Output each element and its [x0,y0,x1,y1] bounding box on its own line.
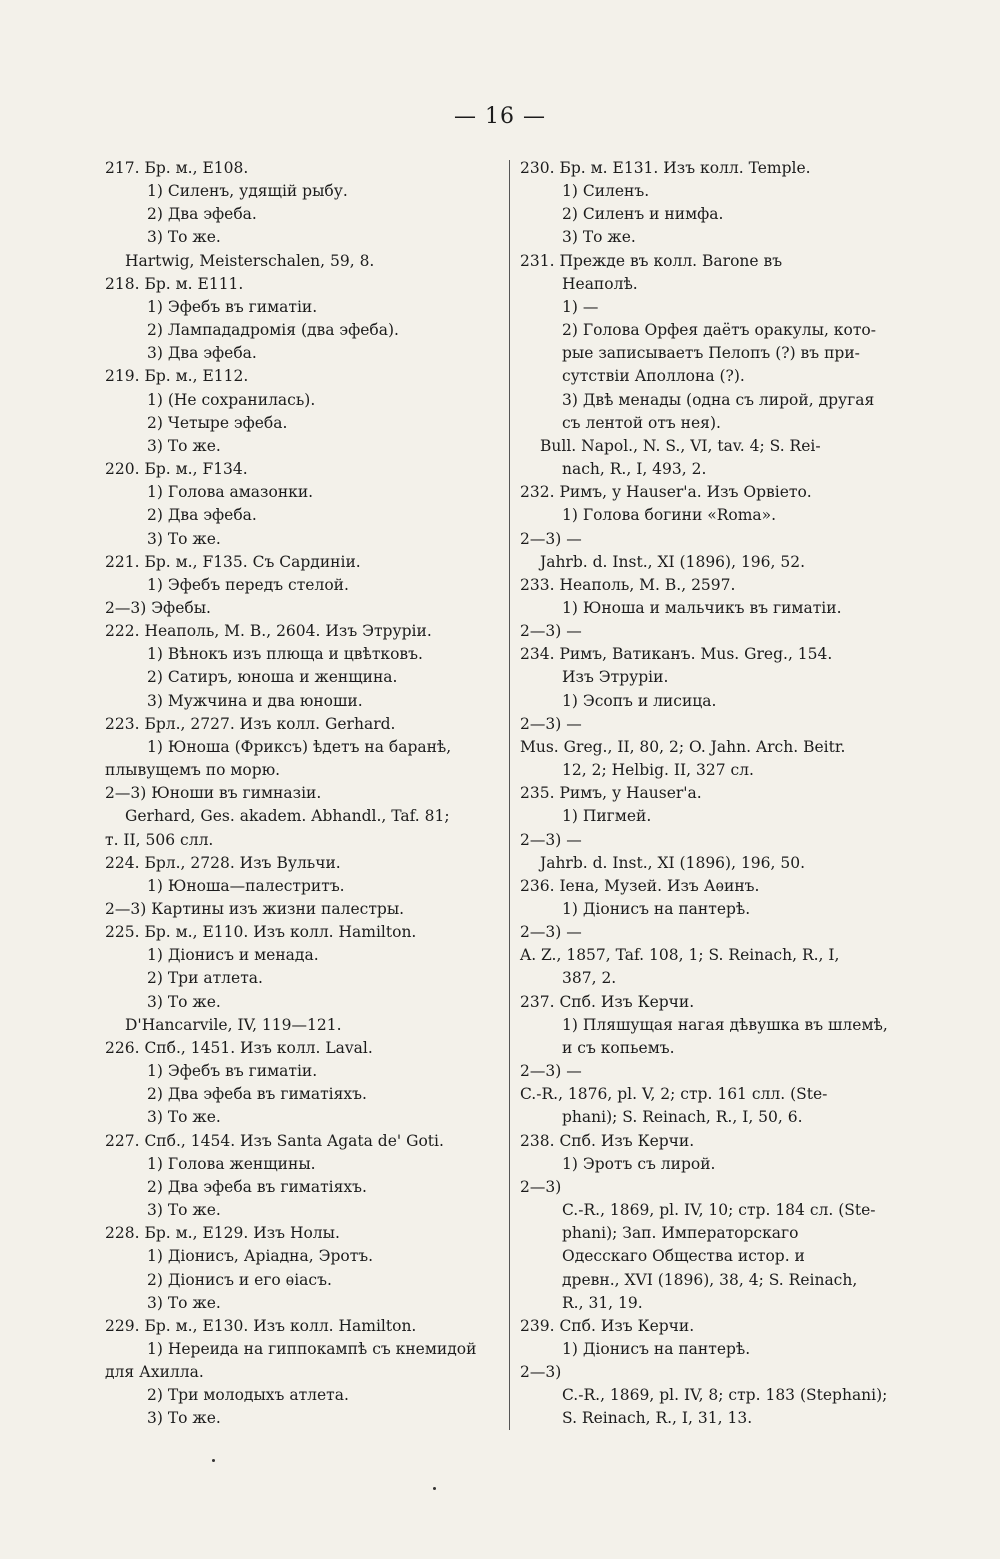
entry-line: C.-R., 1869, pl. IV, 8; стр. 183 (Stephani); [562,1386,888,1405]
entry-line: 1) — [562,297,599,316]
entry-line: 12, 2; Helbig. II, 327 сл. [562,761,754,780]
catalog-entry-heading: 237. Спб. Изъ Керчи. [520,992,695,1011]
entry-line: 3) То же. [147,1293,221,1312]
left-column [105,157,498,1431]
entry-line: 2—3) Юноши въ гимназіи. [105,784,322,803]
entry-line: 3) То же. [147,992,221,1011]
entry-line: 2—3) Эфебы. [105,598,211,617]
entry-line: 1) Діонисъ и менада. [147,946,319,965]
entry-line: 1) Силенъ. [562,182,650,201]
bibliographic-reference: Hartwig, Meisterschalen, 59, 8. [125,251,375,270]
entry-line: и съ копьемъ. [562,1038,675,1057]
catalog-entry-heading: 236. Іена, Музей. Изъ Аѳинъ. [520,876,760,895]
entry-line: 3) То же. [147,228,221,247]
catalog-entry-heading: 224. Брл., 2728. Изъ Вульчи. [105,853,341,872]
page-number: — 16 — [454,104,546,129]
entry-line: 2—3) [520,1177,562,1196]
catalog-entry-heading: 238. Спб. Изъ Керчи. [520,1131,695,1150]
catalog-entry-heading: 229. Бр. м., E130. Изъ колл. Hamilton. [105,1316,417,1335]
entry-line: R., 31, 19. [562,1293,643,1312]
entry-line: 1) Вѣнокъ изъ плюща и цвѣтковъ. [147,645,423,664]
entry-line: A. Z., 1857, Taf. 108, 1; S. Reinach, R., I, [520,946,840,965]
entry-line: 1) Діонисъ на пантерѣ. [562,900,751,918]
entry-line: 2—3) — [520,830,582,849]
page-speck [212,1459,215,1462]
entry-line: т. II, 506 слл. [105,830,214,849]
entry-line: 3) Двѣ менады (одна съ лирой, другая [562,390,875,409]
catalog-entry-heading: 230. Бр. м. E131. Изъ колл. Temple. [520,159,811,177]
entry-line: 2) Голова Орфея даётъ оракулы, кото- [562,321,876,340]
entry-line: 3) То же. [562,228,636,247]
entry-line: 1) Пигмей. [562,807,652,826]
entry-line: 2) Два эфеба въ гиматіяхъ. [147,1085,367,1104]
entry-line: 2) Два эфеба въ гиматіяхъ. [147,1177,367,1196]
entry-line: 1) Нереида на гиппокампѣ съ кнемидой [147,1339,477,1358]
entry-line: 3) То же. [147,436,221,455]
entry-line: рые записываетъ Пелопъ (?) въ при- [562,344,860,363]
entry-line: 1) Голова женщины. [147,1154,316,1173]
entry-line: 2—3) — [520,923,582,942]
entry-line: 1) Голова богини «Roma». [562,506,777,525]
entry-line: 2—3) Картины изъ жизни палестры. [105,900,405,918]
entry-line: Одесскаго Общества истор. и [562,1247,805,1266]
entry-line: Mus. Greg., II, 80, 2; O. Jahn. Arch. Beitr. [520,737,846,756]
catalog-entry-heading: 218. Бр. м. E111. [105,274,244,293]
entry-line: 2) Два эфеба. [147,506,257,525]
entry-line: 2—3) — [520,1062,582,1081]
catalog-entry-heading: 234. Римъ, Ватиканъ. Mus. Greg., 154. [520,645,833,664]
entry-line: 2) Четыре эфеба. [147,413,288,432]
catalog-entry-heading: 228. Бр. м., E129. Изъ Нолы. [105,1224,340,1243]
catalog-entry-heading: 233. Неаполь, М. В., 2597. [520,575,736,594]
bibliographic-reference: Jahrb. d. Inst., XI (1896), 196, 50. [540,853,806,872]
catalog-entry-heading: 232. Римъ, у Hauser'а. Изъ Орвіето. [520,483,812,502]
entry-line: плывущемъ по морю. [105,761,281,780]
catalog-entry-heading: 239. Спб. Изъ Керчи. [520,1316,695,1335]
right-column [520,157,900,1431]
catalog-entry-heading: 223. Брл., 2727. Изъ колл. Gerhard. [105,714,396,733]
entry-line: 1) Эфебъ передъ стелой. [147,575,349,594]
entry-line: 2) Сатиръ, юноша и женщина. [147,668,398,687]
catalog-entry-heading: 231. Прежде въ колл. Barone въ [520,251,783,270]
catalog-entry-heading: 235. Римъ, у Hauser'а. [520,784,702,803]
entry-line: 1) Діонисъ, Аріадна, Эротъ. [147,1247,374,1266]
column-divider [509,160,510,1430]
entry-line: 1) Эсопъ и лисица. [562,691,717,710]
entry-line: 1) Эротъ съ лирой. [562,1154,716,1173]
entry-line: Изъ Этруріи. [562,668,669,687]
entry-line: 3) То же. [147,529,221,548]
entry-line: phani); S. Reinach, R., I, 50, 6. [562,1108,803,1127]
entry-line: 2—3) — [520,714,582,733]
entry-line: nach, R., I, 493, 2. [562,460,707,479]
entry-line: 2—3) [520,1363,562,1382]
entry-line: 1) Эфебъ въ гиматіи. [147,1062,318,1081]
entry-line: 3) То же. [147,1409,221,1428]
bibliographic-reference: Bull. Napol., N. S., VI, tav. 4; S. Rei- [540,436,821,455]
entry-line: 1) Юноша (Фриксъ) ѣдетъ на баранѣ, [147,737,452,756]
entry-line: 1) Юноша—палестритъ. [147,876,345,895]
entry-line: 2) Силенъ и нимфа. [562,205,724,224]
entry-line: C.-R., 1869, pl. IV, 10; стр. 184 сл. (Ste- [562,1201,876,1220]
entry-line: 2) Діонисъ и его ѳіасъ. [147,1270,332,1289]
catalog-entry-heading: 222. Неаполь, М. В., 2604. Изъ Этруріи. [105,622,432,641]
entry-line: для Ахилла. [105,1363,204,1382]
entry-line: phani); Зап. Императорскаго [562,1224,799,1243]
entry-line: C.-R., 1876, pl. V, 2; стр. 161 слл. (Ste- [520,1085,828,1104]
entry-line: 2) Три атлета. [147,969,263,988]
entry-line: 2) Три молодыхъ атлета. [147,1386,349,1405]
entry-line: 1) (Не сохранилась). [147,390,316,409]
bibliographic-reference: Jahrb. d. Inst., XI (1896), 196, 52. [540,552,806,571]
catalog-entry-heading: 227. Спб., 1454. Изъ Santa Agata de' Goti. [105,1131,444,1150]
entry-line: сутствіи Аполлона (?). [562,367,745,386]
catalog-entry-heading: 219. Бр. м., E112. [105,367,249,386]
catalog-entry-heading: 226. Спб., 1451. Изъ колл. Laval. [105,1038,373,1057]
entry-line: 2—3) — [520,529,582,548]
entry-line: 387, 2. [562,969,617,988]
entry-line: 2) Два эфеба. [147,205,257,224]
entry-line: 3) Два эфеба. [147,344,257,363]
bibliographic-reference: Gerhard, Ges. akadem. Abhandl., Taf. 81; [125,807,450,826]
catalog-entry-heading: 220. Бр. м., F134. [105,460,248,479]
entry-line: 3) То же. [147,1201,221,1220]
entry-line: 1) Діонисъ на пантерѣ. [562,1339,751,1358]
entry-line: 2) Лампададромія (два эфеба). [147,321,399,340]
entry-line: 1) Пляшущая нагая дѣвушка въ шлемѣ, [562,1015,888,1034]
entry-line: древн., XVI (1896), 38, 4; S. Reinach, [562,1270,858,1289]
entry-line: 1) Юноша и мальчикъ въ гиматіи. [562,598,842,617]
entry-line: 2—3) — [520,622,582,641]
page-speck [433,1487,436,1490]
entry-line: Неаполѣ. [562,274,638,293]
catalog-entry-heading: 221. Бр. м., F135. Съ Сардиніи. [105,552,361,571]
entry-line: 1) Силенъ, удящій рыбу. [147,182,348,201]
entry-line: 3) То же. [147,1108,221,1127]
catalog-entry-heading: 217. Бр. м., E108. [105,159,249,177]
catalog-entry-heading: 225. Бр. м., E110. Изъ колл. Hamilton. [105,923,417,942]
bibliographic-reference: D'Hancarvile, IV, 119—121. [125,1015,342,1034]
entry-line: 1) Голова амазонки. [147,483,314,502]
entry-line: S. Reinach, R., I, 31, 13. [562,1409,753,1428]
entry-line: 1) Эфебъ въ гиматіи. [147,297,318,316]
entry-line: съ лентой отъ нея). [562,413,721,432]
entry-line: 3) Мужчина и два юноши. [147,691,363,710]
